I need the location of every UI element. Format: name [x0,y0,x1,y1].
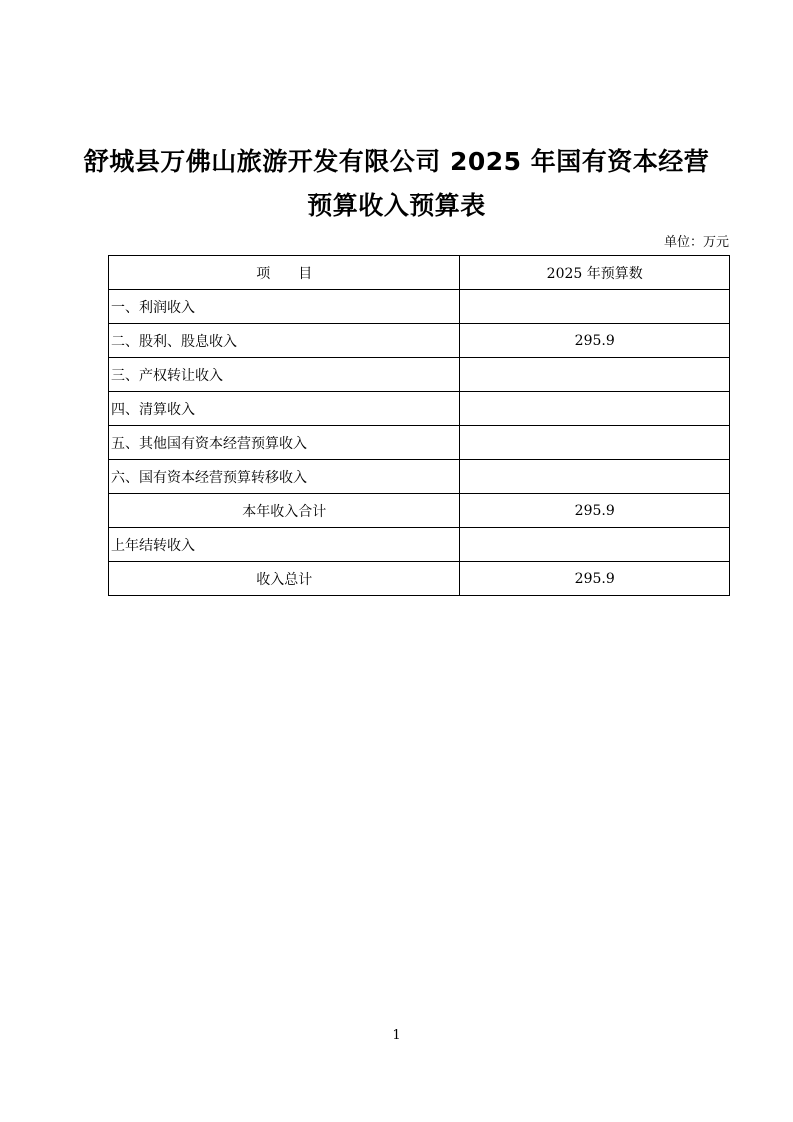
row-value [460,460,730,494]
row-item: 六、国有资本经营预算转移收入 [109,460,460,494]
row-value [460,392,730,426]
table-row [109,358,730,392]
table-row [109,460,730,494]
row-value [460,528,730,562]
row-value [460,290,730,324]
row-value: 295.9 [460,562,730,596]
table-header-row [109,256,730,290]
row-value [460,358,730,392]
row-item: 二、股利、股息收入 [109,324,460,358]
row-item: 五、其他国有资本经营预算收入 [109,426,460,460]
row-item: 一、利润收入 [109,290,460,324]
row-item: 收入总计 [109,562,460,596]
document-title-line-1: 舒城县万佛山旅游开发有限公司 2025 年国有资本经营 [83,147,710,176]
page-number: 1 [392,1028,401,1043]
document-title-line-2: 预算收入预算表 [307,191,486,220]
unit-label: 单位：万元 [663,235,729,250]
row-item: 三、产权转让收入 [109,358,460,392]
table-row-total [109,562,730,596]
table-row [109,528,730,562]
row-item: 四、清算收入 [109,392,460,426]
table-row [109,290,730,324]
row-value: 295.9 [460,324,730,358]
budget-table [108,255,730,596]
header-item: 项 目 [109,256,460,290]
header-budget: 2025 年预算数 [460,256,730,290]
row-value: 295.9 [460,494,730,528]
table-row [109,324,730,358]
row-item: 本年收入合计 [109,494,460,528]
table-row-subtotal [109,494,730,528]
row-item: 上年结转收入 [109,528,460,562]
table-row [109,392,730,426]
row-value [460,426,730,460]
table-row [109,426,730,460]
